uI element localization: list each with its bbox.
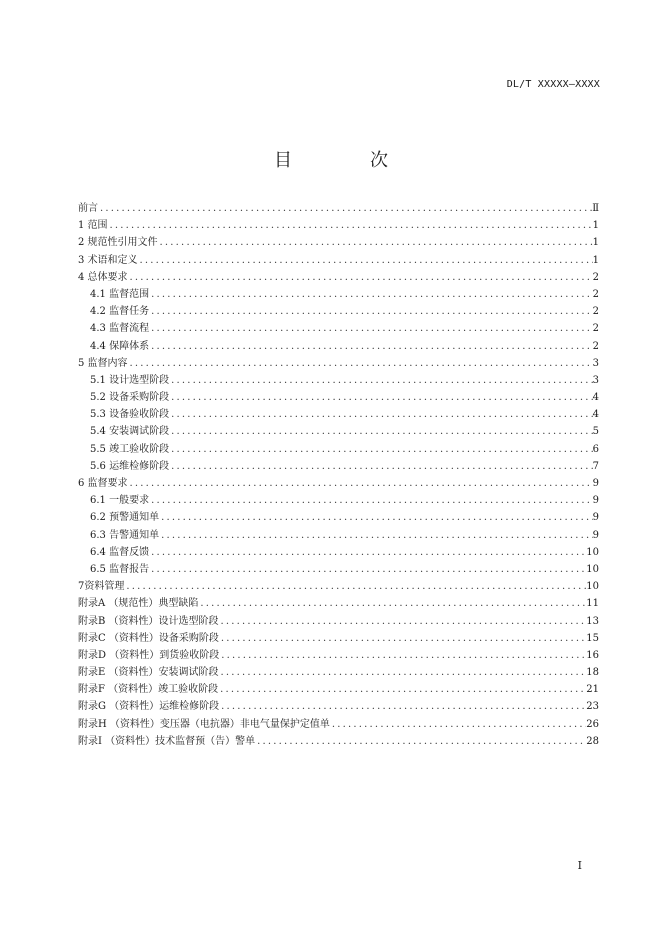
toc-dot-leader [149,320,593,337]
toc-entry-page: 1 [592,237,599,249]
document-id: DL/T XXXXX—XXXX [506,79,600,90]
toc-entry-page: 10 [586,546,599,558]
toc-entry-page: 10 [586,563,599,575]
toc-entry[interactable] [78,595,599,612]
toc-entry[interactable] [78,544,599,561]
toc-entry-label: 附录I （资料性）技术监督预（告）警单 [78,735,256,747]
toc-entry[interactable] [78,458,599,475]
toc-dot-leader [128,269,593,286]
toc-dot-leader [149,492,593,509]
toc-entry-page: 21 [586,684,599,696]
toc-entry-page: 1 [592,254,599,266]
toc-entry-page: 2 [592,271,599,283]
toc-entry-page: 9 [592,529,599,541]
toc-entry-label: 附录B （资料性）设计选型阶段 [78,615,219,627]
toc-entry-label: 6.4 监督反馈 [90,546,150,558]
toc-dot-leader [158,234,593,251]
toc-entry-page: 9 [592,495,599,507]
toc-entry[interactable] [78,423,599,440]
toc-dot-leader [124,578,586,595]
toc-entry-page: 28 [586,735,599,747]
toc-entry-page: 9 [592,512,599,524]
toc-entry-label: 4.3 监督流程 [90,323,150,335]
toc-entry-label: 2 规范性引用文件 [78,237,158,249]
toc-entry[interactable] [78,234,599,251]
toc-entry-page: 3 [592,357,599,369]
toc-entry-page: 26 [586,718,599,730]
toc-entry-label: 6.1 一般要求 [90,495,150,507]
toc-entry[interactable] [78,681,599,698]
toc-entry-label: 附录D （资料性）到货验收阶段 [78,649,220,661]
toc-dot-leader [149,286,593,303]
toc-entry-label: 4.4 保障体系 [90,340,150,352]
toc-entry[interactable] [78,200,599,217]
toc-dot-leader [219,698,586,715]
toc-entry-label: 附录H （资料性）变压器（电抗器）非电气量保护定值单 [78,718,330,730]
toc-entry-label: 5 监督内容 [78,357,128,369]
toc-entry[interactable] [78,355,599,372]
toc-entry[interactable] [78,269,599,286]
toc-entry-page: 4 [592,409,599,421]
table-of-contents [78,200,599,750]
toc-entry[interactable] [78,630,599,647]
toc-entry-label: 前言 [78,203,98,214]
toc-entry-page: 23 [586,701,599,713]
toc-entry[interactable] [78,698,599,715]
page-number: I [577,859,582,872]
toc-entry-label: 6.3 告警通知单 [90,529,160,541]
toc-entry-page: 11 [586,598,599,610]
toc-entry[interactable] [78,578,599,595]
toc-dot-leader [149,303,593,320]
toc-entry-page: 1 [592,220,599,232]
toc-dot-leader [169,441,593,458]
toc-entry-label: 6 监督要求 [78,478,128,489]
toc-entry-label: 6.5 监督报告 [90,563,150,575]
toc-entry-page: 13 [586,615,599,627]
toc-entry[interactable] [78,372,599,389]
toc-entry-page: 18 [586,667,599,679]
toc-dot-leader [218,664,586,681]
toc-dot-leader [159,527,593,544]
toc-entry[interactable] [78,303,599,320]
toc-entry[interactable] [78,527,599,544]
toc-dot-leader [169,406,593,423]
toc-dot-leader [198,595,586,612]
toc-dot-leader [218,681,586,698]
toc-dot-leader [169,458,593,475]
toc-entry[interactable] [78,252,599,269]
toc-dot-leader [255,733,586,750]
toc-entry[interactable] [78,389,599,406]
toc-entry-page: 15 [586,632,599,644]
toc-entry-label: 1 范围 [78,220,108,232]
toc-entry-page: 6 [592,443,599,455]
toc-entry[interactable] [78,492,599,509]
toc-dot-leader [128,355,593,372]
toc-dot-leader [149,338,593,355]
toc-entry-label: 附录A （规范性）典型缺陷 [78,598,199,610]
toc-dot-leader [330,716,586,733]
toc-dot-leader [169,389,593,406]
toc-entry-page: 9 [592,478,599,489]
toc-entry-page: Ⅱ [592,203,599,214]
toc-entry-page: 16 [586,649,599,661]
toc-entry[interactable] [78,509,599,526]
toc-dot-leader [149,561,586,578]
toc-entry-page: 2 [592,323,599,335]
toc-entry[interactable] [78,286,599,303]
toc-entry[interactable] [78,475,599,492]
toc-entry[interactable] [78,733,599,750]
toc-entry[interactable] [78,716,599,733]
toc-entry-label: 附录G （资料性）运维检修阶段 [78,701,220,713]
toc-entry-label: 附录E （资料性）安装调试阶段 [78,667,219,679]
toc-dot-leader [219,613,587,630]
toc-entry-label: 4.2 监督任务 [90,306,150,318]
toc-entry-label: 3 术语和定义 [78,254,138,266]
toc-entry[interactable] [78,664,599,681]
toc-entry-label: 7资料管理 [78,581,125,593]
toc-entry-label: 5.1 设计选型阶段 [90,374,170,386]
toc-entry-page: 2 [592,306,599,318]
toc-entry-page: 3 [592,374,599,386]
toc-dot-leader [138,252,593,269]
toc-entry-label: 4.1 监督范围 [90,288,150,300]
toc-entry[interactable] [78,561,599,578]
toc-entry[interactable] [78,647,599,664]
toc-dot-leader [159,509,593,526]
toc-entry-label: 附录F （资料性）竣工验收阶段 [78,684,219,696]
toc-dot-leader [219,647,586,664]
toc-dot-leader [98,200,592,217]
toc-entry-label: 5.6 运维检修阶段 [90,460,170,472]
toc-entry-label: 5.3 设备验收阶段 [90,409,170,421]
toc-entry-page: 2 [592,340,599,352]
toc-dot-leader [149,544,586,561]
toc-entry[interactable] [78,320,599,337]
toc-dot-leader [128,475,593,492]
toc-dot-leader [219,630,586,647]
page-title: 目 次 [274,150,418,171]
toc-dot-leader [108,217,593,234]
toc-entry[interactable] [78,441,599,458]
toc-entry-page: 4 [592,392,599,404]
toc-entry[interactable] [78,338,599,355]
toc-entry-page: 2 [592,288,599,300]
toc-entry-label: 5.2 设备采购阶段 [90,392,170,404]
toc-entry-label: 5.5 竣工验收阶段 [90,443,170,455]
toc-entry[interactable] [78,613,599,630]
toc-entry[interactable] [78,217,599,234]
toc-dot-leader [169,423,593,440]
toc-entry-label: 4 总体要求 [78,271,128,283]
toc-dot-leader [169,372,593,389]
toc-entry-label: 附录C （资料性）设备采购阶段 [78,632,219,644]
toc-entry[interactable] [78,406,599,423]
toc-entry-label: 6.2 预警通知单 [90,512,160,524]
toc-entry-label: 5.4 安装调试阶段 [90,426,170,438]
toc-entry-page: 5 [592,426,599,438]
toc-entry-page: 10 [586,581,599,593]
toc-entry-page: 7 [592,460,599,472]
